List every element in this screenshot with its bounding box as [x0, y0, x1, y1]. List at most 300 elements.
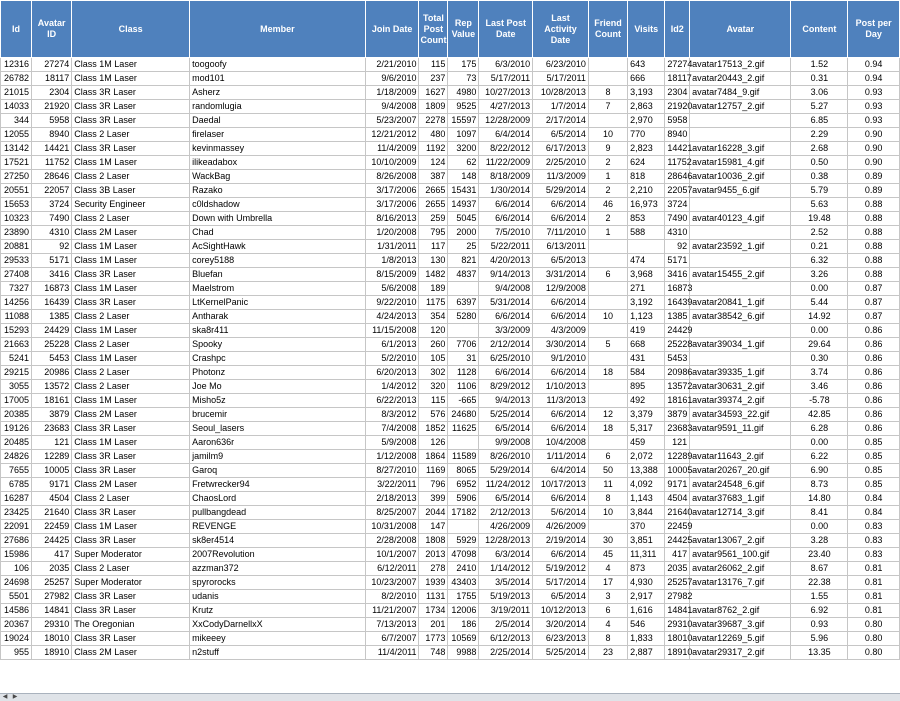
cell-last-activity-date[interactable]: 10/17/2013 [533, 478, 589, 492]
cell-class[interactable]: Class 2 Laser [72, 338, 190, 352]
cell-member[interactable]: ChaosLord [190, 492, 366, 506]
cell-rep-value[interactable]: 31 [448, 352, 479, 366]
cell-last-post-date[interactable]: 1/30/2014 [479, 184, 533, 198]
cell-last-post-date[interactable]: 2/25/2014 [479, 646, 533, 660]
cell-content[interactable]: 13.35 [791, 646, 848, 660]
cell-friend-count[interactable] [588, 296, 627, 310]
cell-last-post-date[interactable]: 5/19/2013 [479, 590, 533, 604]
cell-friend-count[interactable]: 7 [588, 100, 627, 114]
cell-avatar-id[interactable]: 8940 [32, 128, 72, 142]
cell-last-activity-date[interactable]: 3/31/2014 [533, 268, 589, 282]
cell-member[interactable]: Crashpc [190, 352, 366, 366]
cell-content[interactable]: 23.40 [791, 548, 848, 562]
cell-class[interactable]: The Oregonian [72, 618, 190, 632]
cell-avatar-id[interactable]: 5453 [32, 352, 72, 366]
cell-total-post-count[interactable]: 278 [419, 562, 448, 576]
cell-last-activity-date[interactable]: 6/6/2014 [533, 548, 589, 562]
cell-post-per-day[interactable]: 0.87 [848, 296, 900, 310]
column-header-last-post-date[interactable]: Last Post Date [479, 1, 533, 58]
cell-rep-value[interactable]: 10569 [448, 632, 479, 646]
cell-id2[interactable]: 11752 [665, 156, 690, 170]
cell-join-date[interactable]: 1/12/2008 [365, 450, 419, 464]
cell-post-per-day[interactable]: 0.86 [848, 338, 900, 352]
cell-member[interactable]: spyrorocks [190, 576, 366, 590]
cell-avatar[interactable]: avatar17513_2.gif [690, 58, 791, 72]
cell-avatar[interactable]: avatar20267_20.gif [690, 464, 791, 478]
cell-post-per-day[interactable]: 0.85 [848, 450, 900, 464]
cell-total-post-count[interactable]: 748 [419, 646, 448, 660]
cell-member[interactable]: toogoofy [190, 58, 366, 72]
cell-last-activity-date[interactable]: 5/17/2014 [533, 576, 589, 590]
cell-total-post-count[interactable]: 130 [419, 254, 448, 268]
cell-class[interactable]: Class 1M Laser [72, 58, 190, 72]
cell-avatar-id[interactable]: 21640 [32, 506, 72, 520]
cell-rep-value[interactable]: 12006 [448, 604, 479, 618]
cell-content[interactable]: 8.67 [791, 562, 848, 576]
cell-last-activity-date[interactable]: 6/6/2014 [533, 296, 589, 310]
cell-visits[interactable]: 624 [628, 156, 665, 170]
cell-id[interactable]: 16287 [1, 492, 32, 506]
cell-last-activity-date[interactable]: 6/6/2014 [533, 422, 589, 436]
cell-friend-count[interactable]: 8 [588, 632, 627, 646]
cell-class[interactable]: Class 3R Laser [72, 450, 190, 464]
cell-last-activity-date[interactable]: 6/6/2014 [533, 310, 589, 324]
cell-join-date[interactable]: 10/10/2009 [365, 156, 419, 170]
cell-rep-value[interactable]: 4837 [448, 268, 479, 282]
cell-content[interactable]: 6.22 [791, 450, 848, 464]
cell-visits[interactable]: 895 [628, 380, 665, 394]
cell-id2[interactable]: 25257 [665, 576, 690, 590]
cell-total-post-count[interactable]: 1864 [419, 450, 448, 464]
cell-join-date[interactable]: 6/22/2013 [365, 394, 419, 408]
cell-id2[interactable]: 8940 [665, 128, 690, 142]
cell-id2[interactable]: 27274 [665, 58, 690, 72]
cell-rep-value[interactable]: 15597 [448, 114, 479, 128]
cell-friend-count[interactable]: 50 [588, 464, 627, 478]
cell-join-date[interactable]: 1/8/2013 [365, 254, 419, 268]
cell-id[interactable]: 13142 [1, 142, 32, 156]
cell-last-post-date[interactable]: 5/29/2014 [479, 464, 533, 478]
cell-post-per-day[interactable]: 0.85 [848, 478, 900, 492]
cell-class[interactable]: Class 1M Laser [72, 254, 190, 268]
cell-avatar[interactable]: avatar9455_6.gif [690, 184, 791, 198]
cell-last-post-date[interactable]: 12/28/2013 [479, 534, 533, 548]
cell-id[interactable]: 23890 [1, 226, 32, 240]
cell-id[interactable]: 6785 [1, 478, 32, 492]
cell-join-date[interactable]: 9/6/2010 [365, 72, 419, 86]
cell-rep-value[interactable]: 15431 [448, 184, 479, 198]
cell-avatar[interactable]: avatar13067_2.gif [690, 534, 791, 548]
cell-avatar-id[interactable]: 18117 [32, 72, 72, 86]
cell-content[interactable]: 19.48 [791, 212, 848, 226]
cell-id2[interactable]: 21920 [665, 100, 690, 114]
cell-member[interactable]: Spooky [190, 338, 366, 352]
cell-friend-count[interactable]: 30 [588, 534, 627, 548]
cell-join-date[interactable]: 3/22/2011 [365, 478, 419, 492]
cell-join-date[interactable]: 7/4/2008 [365, 422, 419, 436]
cell-content[interactable]: 22.38 [791, 576, 848, 590]
cell-last-activity-date[interactable]: 6/6/2014 [533, 492, 589, 506]
cell-avatar-id[interactable]: 92 [32, 240, 72, 254]
cell-last-activity-date[interactable]: 5/25/2014 [533, 646, 589, 660]
cell-id[interactable]: 27686 [1, 534, 32, 548]
cell-id[interactable]: 5501 [1, 590, 32, 604]
cell-rep-value[interactable]: 73 [448, 72, 479, 86]
cell-id2[interactable]: 18117 [665, 72, 690, 86]
column-header-class[interactable]: Class [72, 1, 190, 58]
cell-last-activity-date[interactable]: 6/5/2013 [533, 254, 589, 268]
cell-content[interactable]: 6.92 [791, 604, 848, 618]
cell-id2[interactable]: 18010 [665, 632, 690, 646]
cell-id[interactable]: 24698 [1, 576, 32, 590]
cell-post-per-day[interactable]: 0.86 [848, 380, 900, 394]
cell-last-post-date[interactable]: 6/5/2014 [479, 422, 533, 436]
cell-class[interactable]: Class 2 Laser [72, 366, 190, 380]
cell-content[interactable]: 0.38 [791, 170, 848, 184]
cell-member[interactable]: c0ldshadow [190, 198, 366, 212]
cell-avatar[interactable]: avatar9591_11.gif [690, 422, 791, 436]
cell-class[interactable]: Class 3R Laser [72, 142, 190, 156]
column-header-last-activity-date[interactable]: Last Activity Date [533, 1, 589, 58]
cell-rep-value[interactable]: 62 [448, 156, 479, 170]
cell-avatar-id[interactable]: 22459 [32, 520, 72, 534]
cell-rep-value[interactable] [448, 282, 479, 296]
cell-friend-count[interactable]: 2 [588, 212, 627, 226]
cell-total-post-count[interactable]: 105 [419, 352, 448, 366]
cell-member[interactable]: ska8r411 [190, 324, 366, 338]
cell-join-date[interactable]: 6/7/2007 [365, 632, 419, 646]
cell-id2[interactable]: 2035 [665, 562, 690, 576]
cell-id2[interactable]: 7490 [665, 212, 690, 226]
cell-avatar[interactable] [690, 352, 791, 366]
cell-last-activity-date[interactable]: 5/17/2011 [533, 72, 589, 86]
cell-id2[interactable]: 24425 [665, 534, 690, 548]
cell-id2[interactable]: 417 [665, 548, 690, 562]
cell-join-date[interactable]: 3/17/2006 [365, 198, 419, 212]
cell-avatar-id[interactable]: 2035 [32, 562, 72, 576]
cell-class[interactable]: Class 1M Laser [72, 352, 190, 366]
cell-class[interactable]: Class 3R Laser [72, 100, 190, 114]
cell-id[interactable]: 14256 [1, 296, 32, 310]
cell-content[interactable]: 0.21 [791, 240, 848, 254]
cell-id[interactable]: 106 [1, 562, 32, 576]
cell-avatar-id[interactable]: 121 [32, 436, 72, 450]
cell-join-date[interactable]: 2/18/2013 [365, 492, 419, 506]
cell-avatar-id[interactable]: 16439 [32, 296, 72, 310]
cell-member[interactable]: REVENGE [190, 520, 366, 534]
cell-friend-count[interactable]: 3 [588, 590, 627, 604]
cell-last-post-date[interactable]: 5/22/2011 [479, 240, 533, 254]
cell-rep-value[interactable]: 24680 [448, 408, 479, 422]
cell-post-per-day[interactable]: 0.84 [848, 506, 900, 520]
column-header-content[interactable]: Content [791, 1, 848, 58]
cell-avatar-id[interactable]: 1385 [32, 310, 72, 324]
cell-total-post-count[interactable]: 189 [419, 282, 448, 296]
cell-total-post-count[interactable]: 795 [419, 226, 448, 240]
cell-content[interactable]: 6.32 [791, 254, 848, 268]
cell-avatar-id[interactable]: 5171 [32, 254, 72, 268]
cell-post-per-day[interactable]: 0.87 [848, 282, 900, 296]
cell-id[interactable]: 20881 [1, 240, 32, 254]
cell-join-date[interactable]: 5/23/2007 [365, 114, 419, 128]
cell-content[interactable]: 5.63 [791, 198, 848, 212]
cell-rep-value[interactable]: 821 [448, 254, 479, 268]
cell-rep-value[interactable]: 1755 [448, 590, 479, 604]
cell-class[interactable]: Class 2M Laser [72, 408, 190, 422]
cell-visits[interactable]: 2,823 [628, 142, 665, 156]
cell-avatar-id[interactable]: 25257 [32, 576, 72, 590]
cell-post-per-day[interactable]: 0.81 [848, 576, 900, 590]
cell-avatar-id[interactable]: 27982 [32, 590, 72, 604]
cell-last-post-date[interactable]: 4/27/2013 [479, 100, 533, 114]
cell-id[interactable]: 27408 [1, 268, 32, 282]
cell-post-per-day[interactable]: 0.90 [848, 156, 900, 170]
column-header-member[interactable]: Member [190, 1, 366, 58]
cell-friend-count[interactable]: 6 [588, 604, 627, 618]
cell-member[interactable]: kevinmassey [190, 142, 366, 156]
cell-last-post-date[interactable]: 11/22/2009 [479, 156, 533, 170]
cell-id[interactable]: 14586 [1, 604, 32, 618]
cell-last-post-date[interactable]: 2/5/2014 [479, 618, 533, 632]
cell-last-post-date[interactable]: 9/9/2008 [479, 436, 533, 450]
cell-friend-count[interactable]: 4 [588, 562, 627, 576]
cell-id[interactable]: 20485 [1, 436, 32, 450]
cell-content[interactable]: 6.90 [791, 464, 848, 478]
column-header-avatar-id[interactable]: Avatar ID [32, 1, 72, 58]
cell-visits[interactable]: 419 [628, 324, 665, 338]
cell-id[interactable]: 344 [1, 114, 32, 128]
cell-class[interactable]: Class 3R Laser [72, 632, 190, 646]
cell-content[interactable]: 2.52 [791, 226, 848, 240]
cell-avatar[interactable]: avatar10036_2.gif [690, 170, 791, 184]
cell-member[interactable]: LtKernelPanic [190, 296, 366, 310]
cell-member[interactable]: Antharak [190, 310, 366, 324]
cell-total-post-count[interactable]: 1175 [419, 296, 448, 310]
cell-member[interactable]: jamilm9 [190, 450, 366, 464]
cell-class[interactable]: Class 2 Laser [72, 128, 190, 142]
cell-rep-value[interactable]: 1128 [448, 366, 479, 380]
cell-content[interactable]: -5.78 [791, 394, 848, 408]
cell-total-post-count[interactable]: 1627 [419, 86, 448, 100]
cell-visits[interactable]: 2,072 [628, 450, 665, 464]
cell-id2[interactable]: 14421 [665, 142, 690, 156]
cell-content[interactable]: 2.68 [791, 142, 848, 156]
cell-visits[interactable]: 370 [628, 520, 665, 534]
cell-last-activity-date[interactable]: 6/23/2010 [533, 58, 589, 72]
cell-join-date[interactable]: 2/21/2010 [365, 58, 419, 72]
cell-rep-value[interactable]: 9988 [448, 646, 479, 660]
cell-id[interactable]: 12316 [1, 58, 32, 72]
cell-id2[interactable]: 25228 [665, 338, 690, 352]
cell-member[interactable]: Daedal [190, 114, 366, 128]
cell-avatar-id[interactable]: 4504 [32, 492, 72, 506]
cell-content[interactable]: 5.96 [791, 632, 848, 646]
cell-post-per-day[interactable]: 0.85 [848, 464, 900, 478]
cell-avatar-id[interactable]: 21920 [32, 100, 72, 114]
cell-id2[interactable]: 10005 [665, 464, 690, 478]
cell-join-date[interactable]: 8/27/2010 [365, 464, 419, 478]
cell-class[interactable]: Class 2M Laser [72, 226, 190, 240]
cell-class[interactable]: Class 1M Laser [72, 520, 190, 534]
cell-friend-count[interactable] [588, 352, 627, 366]
cell-rep-value[interactable]: 7706 [448, 338, 479, 352]
cell-member[interactable]: pullbangdead [190, 506, 366, 520]
cell-rep-value[interactable] [448, 324, 479, 338]
cell-total-post-count[interactable]: 2655 [419, 198, 448, 212]
cell-rep-value[interactable]: 5280 [448, 310, 479, 324]
cell-total-post-count[interactable]: 2665 [419, 184, 448, 198]
cell-visits[interactable]: 431 [628, 352, 665, 366]
cell-last-post-date[interactable]: 6/6/2014 [479, 310, 533, 324]
cell-visits[interactable]: 2,970 [628, 114, 665, 128]
cell-member[interactable]: udanis [190, 590, 366, 604]
cell-content[interactable]: 5.79 [791, 184, 848, 198]
cell-total-post-count[interactable]: 2013 [419, 548, 448, 562]
cell-join-date[interactable]: 8/26/2008 [365, 170, 419, 184]
cell-join-date[interactable]: 11/21/2007 [365, 604, 419, 618]
cell-id[interactable]: 29215 [1, 366, 32, 380]
cell-avatar-id[interactable]: 23683 [32, 422, 72, 436]
cell-last-activity-date[interactable]: 12/9/2008 [533, 282, 589, 296]
cell-content[interactable]: 0.00 [791, 436, 848, 450]
cell-join-date[interactable]: 6/1/2013 [365, 338, 419, 352]
cell-member[interactable]: mikeeey [190, 632, 366, 646]
cell-total-post-count[interactable]: 259 [419, 212, 448, 226]
cell-visits[interactable]: 1,143 [628, 492, 665, 506]
cell-content[interactable]: 0.31 [791, 72, 848, 86]
cell-content[interactable]: 6.28 [791, 422, 848, 436]
cell-total-post-count[interactable]: 237 [419, 72, 448, 86]
cell-id[interactable]: 17005 [1, 394, 32, 408]
cell-id[interactable]: 19024 [1, 632, 32, 646]
cell-friend-count[interactable]: 1 [588, 170, 627, 184]
cell-join-date[interactable]: 7/13/2013 [365, 618, 419, 632]
cell-avatar[interactable] [690, 226, 791, 240]
cell-rep-value[interactable]: 5906 [448, 492, 479, 506]
cell-rep-value[interactable]: 8065 [448, 464, 479, 478]
cell-avatar-id[interactable]: 2304 [32, 86, 72, 100]
cell-visits[interactable]: 818 [628, 170, 665, 184]
cell-visits[interactable]: 492 [628, 394, 665, 408]
cell-avatar[interactable]: avatar20443_2.gif [690, 72, 791, 86]
cell-last-activity-date[interactable]: 6/4/2014 [533, 464, 589, 478]
cell-rep-value[interactable] [448, 520, 479, 534]
cell-visits[interactable]: 3,379 [628, 408, 665, 422]
cell-join-date[interactable]: 8/2/2010 [365, 590, 419, 604]
cell-id[interactable]: 20551 [1, 184, 32, 198]
cell-content[interactable]: 0.00 [791, 282, 848, 296]
cell-total-post-count[interactable]: 115 [419, 58, 448, 72]
cell-member[interactable]: ilikeadabox [190, 156, 366, 170]
cell-friend-count[interactable] [588, 324, 627, 338]
cell-join-date[interactable]: 10/23/2007 [365, 576, 419, 590]
cell-avatar[interactable]: avatar24548_6.gif [690, 478, 791, 492]
cell-friend-count[interactable]: 6 [588, 450, 627, 464]
cell-avatar[interactable]: avatar12757_2.gif [690, 100, 791, 114]
cell-friend-count[interactable]: 8 [588, 492, 627, 506]
cell-content[interactable]: 6.85 [791, 114, 848, 128]
cell-content[interactable]: 3.06 [791, 86, 848, 100]
cell-last-activity-date[interactable]: 6/5/2014 [533, 590, 589, 604]
cell-last-post-date[interactable]: 4/20/2013 [479, 254, 533, 268]
cell-avatar[interactable] [690, 254, 791, 268]
cell-post-per-day[interactable]: 0.80 [848, 646, 900, 660]
cell-class[interactable]: Security Engineer [72, 198, 190, 212]
column-header-friend-count[interactable]: Friend Count [588, 1, 627, 58]
cell-friend-count[interactable] [588, 254, 627, 268]
cell-total-post-count[interactable]: 2044 [419, 506, 448, 520]
cell-id2[interactable]: 5958 [665, 114, 690, 128]
cell-total-post-count[interactable]: 126 [419, 436, 448, 450]
cell-post-per-day[interactable]: 0.86 [848, 366, 900, 380]
cell-rep-value[interactable]: 43403 [448, 576, 479, 590]
cell-class[interactable]: Super Moderator [72, 548, 190, 562]
cell-last-activity-date[interactable]: 10/4/2008 [533, 436, 589, 450]
cell-id[interactable]: 17521 [1, 156, 32, 170]
cell-last-activity-date[interactable]: 6/6/2014 [533, 198, 589, 212]
cell-avatar-id[interactable]: 27274 [32, 58, 72, 72]
cell-last-post-date[interactable]: 10/27/2013 [479, 86, 533, 100]
cell-id[interactable]: 23425 [1, 506, 32, 520]
cell-avatar-id[interactable]: 28646 [32, 170, 72, 184]
cell-id[interactable]: 14033 [1, 100, 32, 114]
cell-last-post-date[interactable]: 9/14/2013 [479, 268, 533, 282]
cell-last-activity-date[interactable]: 1/11/2014 [533, 450, 589, 464]
cell-avatar[interactable] [690, 114, 791, 128]
cell-avatar-id[interactable]: 11752 [32, 156, 72, 170]
cell-class[interactable]: Class 1M Laser [72, 156, 190, 170]
cell-last-activity-date[interactable]: 10/28/2013 [533, 86, 589, 100]
cell-total-post-count[interactable]: 124 [419, 156, 448, 170]
cell-last-post-date[interactable]: 1/14/2012 [479, 562, 533, 576]
cell-post-per-day[interactable]: 0.88 [848, 226, 900, 240]
cell-last-activity-date[interactable]: 11/3/2013 [533, 394, 589, 408]
cell-content[interactable]: 5.44 [791, 296, 848, 310]
cell-content[interactable]: 0.93 [791, 618, 848, 632]
cell-rep-value[interactable]: 14937 [448, 198, 479, 212]
cell-avatar[interactable]: avatar39374_2.gif [690, 394, 791, 408]
cell-member[interactable]: mod101 [190, 72, 366, 86]
cell-content[interactable]: 8.73 [791, 478, 848, 492]
cell-friend-count[interactable]: 12 [588, 408, 627, 422]
cell-content[interactable]: 0.00 [791, 520, 848, 534]
cell-last-post-date[interactable]: 8/22/2012 [479, 142, 533, 156]
cell-total-post-count[interactable]: 796 [419, 478, 448, 492]
cell-join-date[interactable]: 1/31/2011 [365, 240, 419, 254]
cell-total-post-count[interactable]: 115 [419, 394, 448, 408]
cell-last-activity-date[interactable]: 1/10/2013 [533, 380, 589, 394]
cell-visits[interactable]: 1,833 [628, 632, 665, 646]
cell-id[interactable]: 21015 [1, 86, 32, 100]
cell-post-per-day[interactable]: 0.83 [848, 534, 900, 548]
cell-id2[interactable]: 5453 [665, 352, 690, 366]
cell-id[interactable]: 29533 [1, 254, 32, 268]
cell-class[interactable]: Class 1M Laser [72, 394, 190, 408]
cell-avatar-id[interactable]: 3724 [32, 198, 72, 212]
cell-visits[interactable] [628, 240, 665, 254]
cell-member[interactable]: Maelstrom [190, 282, 366, 296]
cell-avatar[interactable]: avatar26062_2.gif [690, 562, 791, 576]
first-sheet-arrow-icon[interactable]: ◀ [2, 694, 8, 700]
cell-id2[interactable]: 3416 [665, 268, 690, 282]
cell-visits[interactable]: 853 [628, 212, 665, 226]
cell-rep-value[interactable]: 2000 [448, 226, 479, 240]
cell-last-activity-date[interactable]: 6/17/2013 [533, 142, 589, 156]
cell-class[interactable]: Class 3R Laser [72, 534, 190, 548]
cell-visits[interactable]: 2,917 [628, 590, 665, 604]
cell-member[interactable]: Garoq [190, 464, 366, 478]
cell-id[interactable]: 12055 [1, 128, 32, 142]
